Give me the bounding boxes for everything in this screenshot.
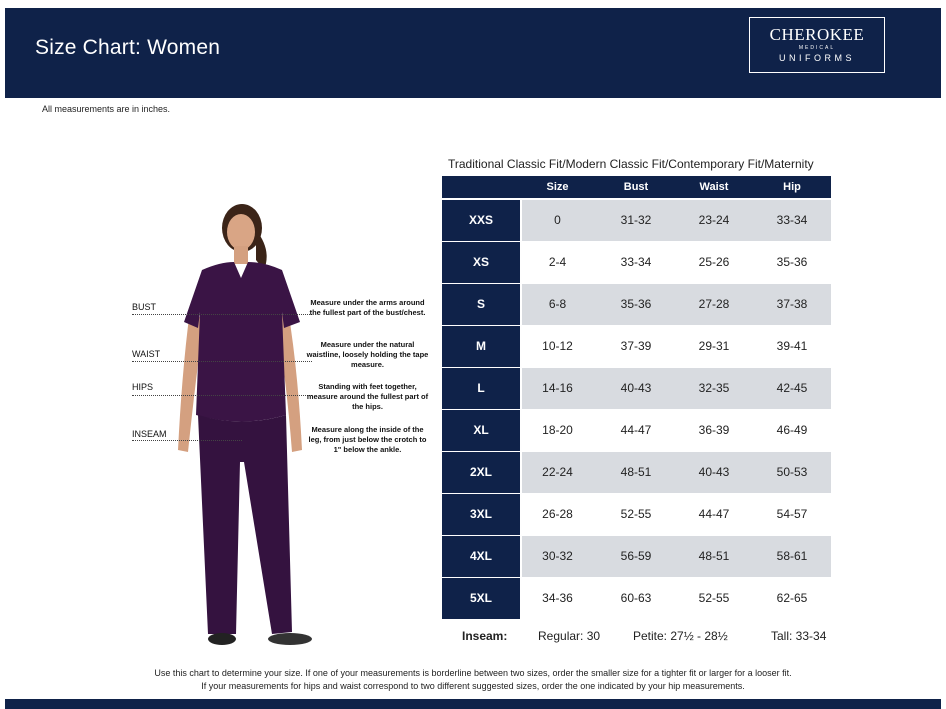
- cell-size: 6-8: [548, 297, 567, 311]
- cell-waist: 27-28: [698, 297, 730, 311]
- cell-bust: 44-47: [620, 423, 652, 437]
- row-cells: [522, 326, 831, 367]
- cell-waist: 40-43: [698, 465, 730, 479]
- fit-title: Traditional Classic Fit/Modern Classic Fit/Contemporary Fit/Maternity: [448, 157, 814, 171]
- cell-waist: 48-51: [698, 549, 730, 563]
- cell-hip: 42-45: [776, 381, 808, 395]
- inseam-petite: Petite: 27½ - 28½: [633, 629, 728, 643]
- cell-hip: 50-53: [776, 465, 808, 479]
- cell-size: 14-16: [542, 381, 573, 395]
- cell-waist: 32-35: [698, 381, 730, 395]
- hips-label: HIPS: [132, 382, 154, 392]
- cell-bust: 56-59: [620, 549, 652, 563]
- cell-bust: 40-43: [620, 381, 652, 395]
- row-cells: [522, 410, 831, 451]
- cell-waist: 44-47: [698, 507, 730, 521]
- row-size-label: XS: [442, 242, 520, 283]
- page-title: Size Chart: Women: [35, 36, 221, 59]
- header-hip: Hip: [783, 181, 801, 193]
- cell-waist: 36-39: [698, 423, 730, 437]
- row-cells: [522, 452, 831, 493]
- cell-hip: 58-61: [776, 549, 808, 563]
- row-cells: [522, 200, 831, 241]
- cell-size: 2-4: [548, 255, 567, 269]
- cell-size: 0: [554, 213, 561, 227]
- cell-hip: 46-49: [776, 423, 808, 437]
- cell-hip: 33-34: [776, 213, 808, 227]
- cell-size: 18-20: [542, 423, 573, 437]
- inseam-label: INSEAM: [132, 429, 167, 439]
- row-cells: [522, 536, 831, 577]
- row-size-label: 5XL: [442, 578, 520, 619]
- table-row: [442, 242, 831, 283]
- cell-waist: 29-31: [698, 339, 730, 353]
- inseam-regular: Regular: 30: [538, 629, 601, 643]
- row-size-label: XXS: [442, 200, 520, 241]
- model-neck: [234, 246, 248, 264]
- waist-description: Measure under the natural waistline, loosely holding the tape measure.: [306, 340, 429, 369]
- logo-line3: UNIFORMS: [779, 53, 855, 63]
- model-left-shoe: [208, 633, 236, 645]
- row-cells: [522, 284, 831, 325]
- table-row: [442, 410, 831, 451]
- header-waist: Waist: [699, 181, 729, 193]
- row-cells: [522, 242, 831, 283]
- waist-label: WAIST: [132, 349, 161, 359]
- cell-bust: 52-55: [620, 507, 652, 521]
- waist-guide-line: [132, 361, 312, 362]
- cell-size: 34-36: [542, 591, 573, 605]
- table-row: [442, 494, 831, 535]
- table-row: [442, 326, 831, 367]
- row-cells: [522, 368, 831, 409]
- model-scrub-pants: [198, 415, 292, 634]
- cell-hip: 54-57: [776, 507, 808, 521]
- cell-size: 10-12: [542, 339, 573, 353]
- cell-bust: 31-32: [620, 213, 652, 227]
- row-size-label: XL: [442, 410, 520, 451]
- table-row: [442, 578, 831, 619]
- row-cells: [522, 494, 831, 535]
- footer-line-2: If your measurements for hips and waist correspond to two different suggested sizes, order the one indicated by your hip measurements.: [201, 681, 745, 691]
- cell-bust: 60-63: [620, 591, 652, 605]
- hips-description: Standing with feet together, measure around the fullest part of the hips.: [306, 382, 429, 411]
- cell-waist: 23-24: [698, 213, 730, 227]
- cell-bust: 33-34: [620, 255, 652, 269]
- row-size-label: 3XL: [442, 494, 520, 535]
- cell-waist: 52-55: [698, 591, 730, 605]
- row-cells: [522, 578, 831, 619]
- cell-waist: 25-26: [698, 255, 730, 269]
- cell-hip: 35-36: [776, 255, 808, 269]
- model-face: [227, 214, 255, 250]
- cell-size: 22-24: [542, 465, 573, 479]
- table-row: [442, 284, 831, 325]
- cell-bust: 35-36: [620, 297, 652, 311]
- bottom-bar: [5, 699, 941, 709]
- table-row: [442, 452, 831, 493]
- measurement-note: All measurements are in inches.: [42, 104, 171, 114]
- cell-hip: 37-38: [776, 297, 808, 311]
- row-size-label: 4XL: [442, 536, 520, 577]
- table-row: [442, 536, 831, 577]
- row-size-label: L: [442, 368, 520, 409]
- bust-guide-line: [132, 314, 312, 315]
- cell-bust: 48-51: [620, 465, 652, 479]
- header-size: Size: [546, 181, 569, 193]
- cell-size: 30-32: [542, 549, 573, 563]
- row-size-label: 2XL: [442, 452, 520, 493]
- header-bust: Bust: [623, 181, 649, 193]
- inseam-guide-line: [132, 440, 242, 441]
- cell-hip: 39-41: [776, 339, 808, 353]
- table-header: [442, 176, 831, 198]
- cell-hip: 62-65: [776, 591, 808, 605]
- cell-bust: 37-39: [620, 339, 652, 353]
- row-size-label: M: [442, 326, 520, 367]
- bust-label: BUST: [132, 302, 157, 312]
- inseam-description: Measure along the inside of the leg, from just below the crotch to 1" below the ankle.: [308, 425, 427, 454]
- cell-size: 26-28: [542, 507, 573, 521]
- bust-description: Measure under the arms around the fullest part of the bust/chest.: [309, 298, 426, 317]
- model-scrub-top: [184, 262, 300, 422]
- model-right-shoe: [268, 633, 312, 645]
- logo-line1: CHEROKEE: [769, 25, 865, 44]
- row-size-label: S: [442, 284, 520, 325]
- table-row: [442, 200, 831, 241]
- logo-line2: MEDICAL: [798, 45, 836, 51]
- inseam-tall: Tall: 33-34: [771, 629, 827, 643]
- hips-guide-line: [132, 395, 312, 396]
- table-row: [442, 368, 831, 409]
- brand-logo: [749, 17, 885, 73]
- inseam-row-label: Inseam:: [462, 629, 508, 643]
- footer-line-1: Use this chart to determine your size. If one of your measurements is borderline between two sizes, order the smaller size for a tighter fit or larger for a looser fit.: [154, 668, 792, 678]
